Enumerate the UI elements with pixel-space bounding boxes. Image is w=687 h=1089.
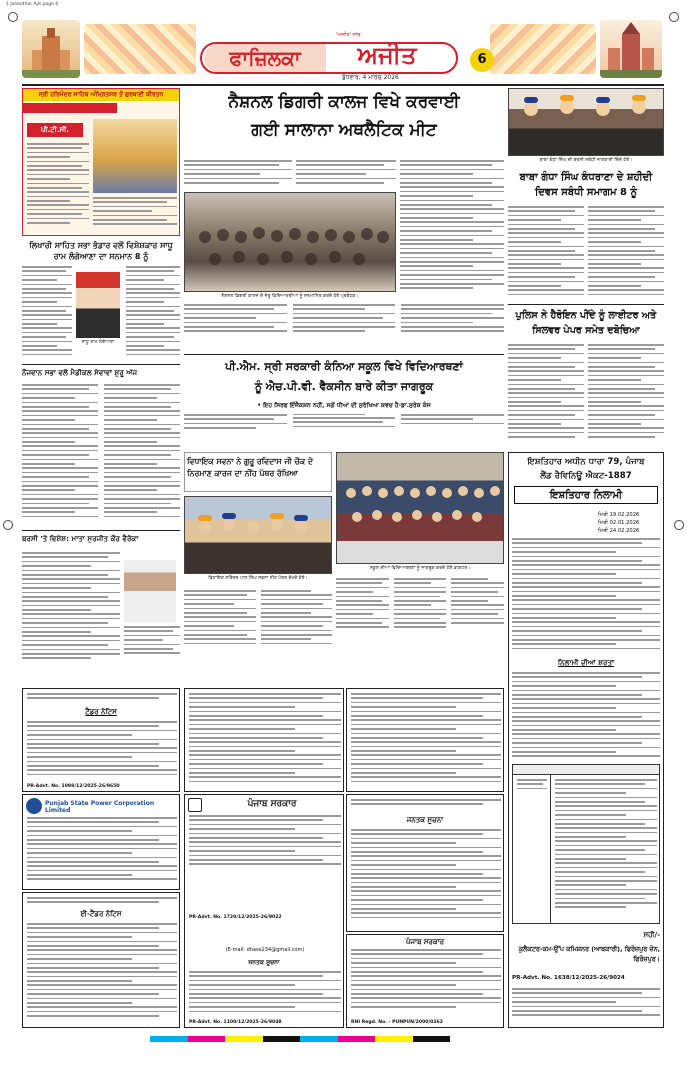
left-story-3-headline: ਬਰਸੀ 'ਤੇ ਵਿਸ਼ੇਸ਼: ਮਾਤਾ ਸੁਰਜੀਤ ਕੌਰ ਵੈਰੋਕਾ [22,534,139,543]
right-story-2-body-a [508,344,584,444]
baba-gandha-singh-photo [508,88,664,156]
punjab-sarkar-title: ਪੰਜਾਬ ਸਰਕਾਰ [247,799,297,809]
foundation-stone-photo [184,496,332,574]
registration-mark-right-mid-icon [674,520,684,530]
auction-footer-ad [512,988,660,1024]
auction-terms-heading: ਨਿਲਾਮੀ ਦੀਆਂ ਸ਼ਰਤਾਂ [557,658,615,667]
right-story-2-headline: ਪੁਲਿਸ ਨੇ ਹੈਰੋਇਨ ਪੀਂਦੇ ਨੂੰ ਲਾਈਟਰ ਅਤੇ ਸਿਲਵਰ ਪੇਪਰ ਸਮੇਤ ਦਬੋਚਿਆ [515,310,657,336]
e-tender-left-title: ਈ-ਟੈਂਡਰ ਨੋਟਿਸ [80,910,122,918]
left-story-2-body-a [22,384,98,524]
lead-body-col3 [400,160,504,300]
masthead-pattern-right [490,24,596,74]
left-story-3-body-a [22,552,120,668]
tender-ad-3 [346,688,504,792]
lead-continued-body [184,304,504,352]
right-divider-1 [508,304,664,305]
monument-illustration-right [600,20,662,78]
punjab-sarkar-pr-bottom: PR-Advt. No. 1100/12/2025-26/9048 [189,1020,282,1025]
public-notice-ad [346,794,504,932]
auction-banner: ਇਸ਼ਤਿਹਾਰ ਨਿਲਾਮੀ [514,486,658,504]
right-story-1-headline: ਬਾਬਾ ਗੰਧਾ ਸਿੰਘ ਕੰਧਰਾਣਾ ਦੇ ਸ਼ਹੀਦੀ ਦਿਵਸ ਸਬੰਧੀ ਸਮਾਗਮ 8 ਨੂੰ [519,172,653,198]
auction-pr-number: PR-Advt. No. 1638/12/2025-26/9024 [512,975,625,981]
auction-date-3: ਮਿਤੀ 24.02.2026 [598,528,640,534]
right-story-2-body-b [588,344,664,444]
registration-mark-left-icon [8,12,18,22]
masthead-pattern-left [84,24,196,74]
punjab-sarkar-email: (E-mail: dhase234@gmail.com) [225,947,305,953]
punjab-sarkar-2-title: ਪੰਜਾਬ ਸਰਕਾਰ [405,938,444,946]
mata-surjeet-photo [124,560,176,622]
lead-body-col1 [184,160,292,190]
auction-officer: ਕੁਲੈਕਟਰ-ਕਮ-ਉੱਪ ਕਮਿਸ਼ਨਰ (ਆਬਕਾਰੀ), ਫਿਰੋਜ਼ਪੁਰ ਜ਼ੋਨ, ਫਿਰੋਜ਼ਪੁਰ। [518,945,660,963]
athletics-meet-photo [184,192,396,292]
punjab-sarkar-pr: PR-Advt. No. 1720/12/2025-26/9022 [189,915,282,920]
baba-gandha-singh-caption: ਬਾਬਾ ਗੰਧਾ ਸਿੰਘ ਦੀ ਬਰਸੀ ਸਬੰਧੀ ਜਾਣਕਾਰੀ ਦਿੰਦੇ ਹੋਏ। [539,158,633,163]
color-bar [150,1036,450,1042]
golden-temple-photo [93,119,177,193]
hpv-continued-body [336,578,504,684]
hpv-body [184,414,504,446]
athletics-meet-caption: ਨੈਸ਼ਨਲ ਡਿਗਰੀ ਕਾਲਜ ਦੇ ਜੇਤੂ ਵਿਦਿਆਰਥੀਆਂ ਨੂੰ ਸਨਮਾਨਿਤ ਕਰਦੇ ਹੋਏ ਪ੍ਰਬੰਧਕ। [221,294,359,299]
left-story-2-body-b [104,384,180,524]
sup-label: 'ਅਜੀਤ' ਜਾਂਚ [336,32,361,38]
right-story-1-body-a [508,206,584,300]
left-story-1-body-b [126,266,180,362]
auction-terms-body [512,672,660,760]
auction-title-1: ਇਸ਼ਤਿਹਾਰ ਅਧੀਨ ਧਾਰਾ 79, ਪੰਜਾਬ [527,457,645,467]
pspcl-ad [22,794,180,890]
page-number: 6 [470,48,494,72]
registration-mark-left-mid-icon [3,520,13,530]
tender-ad-1-title: ਟੈਂਡਰ ਨੋਟਿਸ [85,708,117,716]
auction-body [512,538,660,656]
left-divider-2 [22,530,180,531]
left-story-1-body-a [22,266,72,362]
brand-logo: ਅਜੀਤ [357,41,417,69]
mla-headline: ਵਿਧਾਇਕ ਸਵਨਾ ਨੇ ਗੁਰੂ ਰਵਿਦਾਸ ਜੀ ਚੌਕ ਦੇ ਨਿਰਮਾਣ ਕਾਰਜ ਦਾ ਨੀਂਹ ਪੱਥਰ ਰੱਖਿਆ [187,457,313,478]
foundation-stone-caption: ਵਿਧਾਇਕ ਨਰਿੰਦਰ ਪਾਲ ਸਿੰਘ ਸਵਨਾ ਨੀਂਹ ਪੱਥਰ ਰੱਖਦੇ ਹੋਏ। [208,576,308,581]
left-divider-1 [22,364,180,365]
channel-label: ਪੀ.ਟੀ.ਸੀ. [27,123,83,137]
school-students-photo [336,452,504,564]
lead-headline-1: ਨੈਸ਼ਨਲ ਡਿਗਰੀ ਕਾਲਜ ਵਿਖੇ ਕਰਵਾਈ [228,92,460,112]
left-story-2-headline: ਨੌਜਵਾਨ ਸਭਾ ਵਲੋਂ ਮੈਡੀਕਲ ਸੇਵਾਵਾਂ ਸ਼ੁਰੂ ਅੱਜ [22,368,138,377]
date-line: ਬੁੱਧਵਾਰ, 4 ਮਾਰਚ 2026 [342,74,399,81]
auction-date-2: ਮਿਤੀ 02.01.2026 [598,520,640,526]
tender-ad-1-pr: PR-Advt. No. 1098/12/2025-26/9650 [27,784,120,789]
registration-mark-right-icon [669,12,679,22]
gurbani-ad [22,88,180,236]
portrait-photo [76,272,120,338]
auction-signoff: ਸਹੀ/- [643,931,660,939]
portrait-caption: ਸਾਧੂ ਰਾਮ ਲੰਗੇਆਣਾ [81,340,115,345]
edition-name: ਫਾਜ਼ਿਲਕਾ [204,44,326,72]
tender-ad-2 [184,688,344,792]
auction-property-table [512,764,660,924]
gurbani-ad-title: ਸ੍ਰੀ ਹਰਿਮੰਦਰ ਸਾਹਿਬ ਅੰਮ੍ਰਿਤਸਰ ਤੋਂ ਗੁਰਬਾਣੀ ਕੀਰਤਨ [23,89,179,101]
auction-date-1: ਮਿਤੀ 19.02.2026 [598,512,640,518]
public-notice-ad-title: ਜਨਤਕ ਸੂਚਨਾ [406,816,444,824]
lead-body-col2 [296,160,396,190]
hpv-headline-2: ਨੂੰ ਐਚ.ਪੀ.ਵੀ. ਵੈਕਸੀਨ ਬਾਰੇ ਕੀਤਾ ਜਾਗਰੂਕ [254,380,434,393]
rni-number: RNI Regd. No. - PUNPUN/2000/0262 [351,1020,443,1025]
school-students-caption: ਸਕੂਲ ਦੀਆਂ ਵਿਦਿਆਰਥਣਾਂ ਨੂੰ ਜਾਗਰੂਕ ਕਰਦੇ ਹੋਏ ਡਾਕਟਰ। [369,566,471,571]
pspcl-title: Punjab State Power Corporation Limited [45,800,155,814]
mla-body [184,590,332,684]
hpv-headline-1: ਪੀ.ਐਮ. ਸ੍ਰੀ ਸਰਕਾਰੀ ਕੰਨਿਆ ਸਕੂਲ ਵਿਖੇ ਵਿਦਿਆਰਥਣਾਂ [225,360,463,373]
middle-divider-1 [184,354,504,355]
public-notice-title: ਜਨਤਕ ਸੂਚਨਾ [248,959,280,966]
lead-headline-2: ਗਈ ਸਾਲਾਨਾ ਅਥਲੈਟਿਕ ਮੀਟ [251,120,437,140]
print-info: 1 Jalandhar Ajit page 6 [6,2,59,7]
left-story-1-headline: ਲਿਖਾਰੀ ਸਾਹਿਤ ਸਭਾ ਭੰਡਾਰ ਵਲੋਂ ਵਿਸ਼ੇਸ਼ਕਾਰ ਸਾਧੂ ਰਾਮ ਲੰਗੇਆਣਾ ਦਾ ਸਨਮਾਨ 8 ਨੂੰ [29,241,173,261]
monument-illustration-left [22,20,80,78]
punjab-sarkar-ad [184,794,344,1028]
hpv-subheadline: • ਇਹ ਸਿਰਫ ਇੰਜੈਕਸ਼ਨ ਨਹੀਂ, ਸਗੋਂ ਧੀਆਂ ਦੀ ਸੁਰੱਖਿਆ ਕਵਚ ਹੈ-ਡਾ.ਸੁਰੇਸ਼ ਕੰਜ [257,402,431,409]
auction-title-2: ਲੈਂਡ ਰੈਵਿਨਿਊ ਐਕਟ-1887 [540,471,632,481]
punjab-sarkar-ad-2 [346,934,504,1028]
e-tender-ad-left [22,892,180,1028]
left-story-3-body-b [124,626,180,668]
tender-ad-1 [22,688,180,792]
right-story-1-body-b [588,206,664,300]
mla-headline-box [184,452,332,492]
masthead-rule [22,84,664,86]
